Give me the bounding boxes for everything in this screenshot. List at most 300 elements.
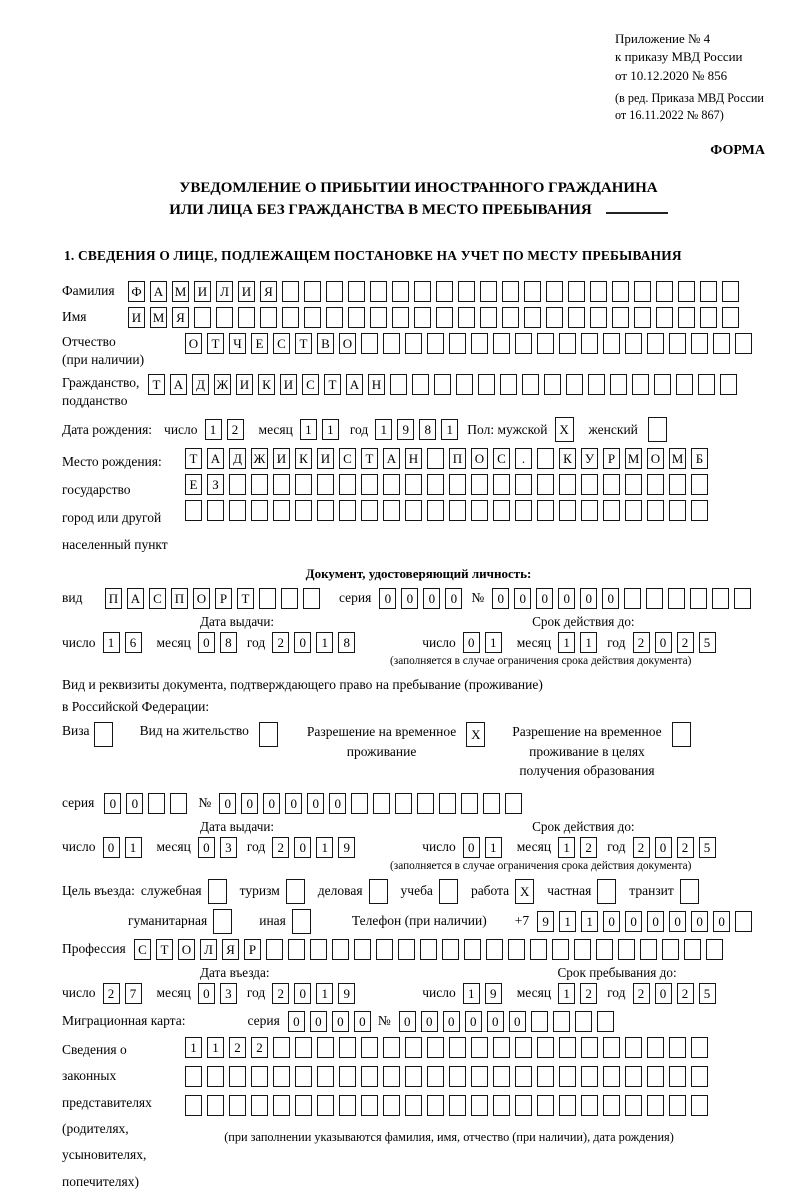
char-cell[interactable]: М	[625, 448, 642, 469]
char-cell[interactable]	[458, 281, 475, 302]
char-cell[interactable]: 0	[655, 632, 672, 653]
char-cell[interactable]: У	[581, 448, 598, 469]
char-cell[interactable]	[574, 939, 591, 960]
temp-permit-checkbox[interactable]	[466, 722, 490, 747]
doc-issue-month[interactable]	[198, 632, 242, 653]
char-cell[interactable]	[493, 500, 510, 521]
char-cell[interactable]	[603, 1037, 620, 1058]
char-cell[interactable]	[471, 500, 488, 521]
char-cell[interactable]: 0	[713, 911, 730, 932]
char-cell[interactable]	[383, 474, 400, 495]
char-cell[interactable]	[207, 1095, 224, 1116]
entry-year[interactable]	[272, 983, 360, 1004]
sex-female-checkbox[interactable]	[648, 417, 672, 442]
char-cell[interactable]	[251, 500, 268, 521]
char-cell[interactable]: И	[317, 448, 334, 469]
char-cell[interactable]	[427, 448, 444, 469]
checkbox-cell[interactable]: X	[515, 879, 534, 904]
checkbox-cell[interactable]	[292, 909, 311, 934]
char-cell[interactable]: А	[207, 448, 224, 469]
checkbox-cell[interactable]	[286, 879, 305, 904]
char-cell[interactable]	[691, 1037, 708, 1058]
char-cell[interactable]: 2	[677, 632, 694, 653]
char-cell[interactable]	[537, 1037, 554, 1058]
char-cell[interactable]	[339, 474, 356, 495]
purpose-study-checkbox[interactable]	[439, 879, 463, 904]
char-cell[interactable]	[436, 281, 453, 302]
char-cell[interactable]	[500, 374, 517, 395]
name-cells[interactable]	[128, 307, 744, 328]
char-cell[interactable]	[461, 793, 478, 814]
char-cell[interactable]: 0	[536, 588, 553, 609]
char-cell[interactable]	[566, 374, 583, 395]
char-cell[interactable]	[603, 333, 620, 354]
char-cell[interactable]: И	[280, 374, 297, 395]
char-cell[interactable]: 1	[558, 837, 575, 858]
birth-day-cells[interactable]	[205, 419, 249, 440]
char-cell[interactable]: С	[339, 448, 356, 469]
char-cell[interactable]: 2	[272, 983, 289, 1004]
char-cell[interactable]	[295, 500, 312, 521]
char-cell[interactable]	[273, 1095, 290, 1116]
char-cell[interactable]: 0	[198, 632, 215, 653]
char-cell[interactable]: 0	[625, 911, 642, 932]
char-cell[interactable]	[691, 474, 708, 495]
char-cell[interactable]	[590, 307, 607, 328]
char-cell[interactable]: 1	[375, 419, 392, 440]
char-cell[interactable]	[449, 333, 466, 354]
purpose-commercial-checkbox[interactable]	[369, 879, 393, 904]
phone-cells[interactable]	[537, 911, 757, 932]
char-cell[interactable]	[170, 793, 187, 814]
char-cell[interactable]	[559, 1066, 576, 1087]
char-cell[interactable]	[383, 333, 400, 354]
char-cell[interactable]: Б	[691, 448, 708, 469]
char-cell[interactable]	[420, 939, 437, 960]
char-cell[interactable]: 0	[647, 911, 664, 932]
char-cell[interactable]	[282, 281, 299, 302]
char-cell[interactable]: Р	[215, 588, 232, 609]
stay-day[interactable]	[463, 983, 507, 1004]
char-cell[interactable]	[427, 1095, 444, 1116]
purpose-transit-checkbox[interactable]	[680, 879, 704, 904]
purpose-humanitarian-checkbox[interactable]	[213, 909, 237, 934]
char-cell[interactable]	[405, 1095, 422, 1116]
char-cell[interactable]	[581, 500, 598, 521]
residence-expiry-day[interactable]	[463, 837, 507, 858]
char-cell[interactable]	[326, 281, 343, 302]
char-cell[interactable]	[568, 307, 585, 328]
char-cell[interactable]	[449, 1037, 466, 1058]
birth-place-cells2[interactable]	[185, 474, 713, 495]
char-cell[interactable]	[544, 374, 561, 395]
char-cell[interactable]: С	[273, 333, 290, 354]
residence-issue-month[interactable]	[198, 837, 242, 858]
char-cell[interactable]: П	[171, 588, 188, 609]
char-cell[interactable]	[678, 307, 695, 328]
char-cell[interactable]	[303, 588, 320, 609]
residence-issue-year[interactable]	[272, 837, 360, 858]
char-cell[interactable]: 0	[423, 588, 440, 609]
char-cell[interactable]	[471, 474, 488, 495]
char-cell[interactable]: 2	[229, 1037, 246, 1058]
char-cell[interactable]	[392, 307, 409, 328]
birth-place-cells1[interactable]	[185, 448, 713, 469]
char-cell[interactable]	[427, 1037, 444, 1058]
char-cell[interactable]: 0	[219, 793, 236, 814]
stay-year[interactable]	[633, 983, 721, 1004]
char-cell[interactable]	[691, 333, 708, 354]
char-cell[interactable]	[669, 1037, 686, 1058]
char-cell[interactable]	[436, 307, 453, 328]
char-cell[interactable]	[618, 939, 635, 960]
char-cell[interactable]: И	[273, 448, 290, 469]
char-cell[interactable]: 0	[354, 1011, 371, 1032]
edu-permit-checkbox[interactable]	[672, 722, 696, 747]
char-cell[interactable]	[251, 1066, 268, 1087]
char-cell[interactable]: 0	[465, 1011, 482, 1032]
purpose-business-checkbox[interactable]	[208, 879, 232, 904]
char-cell[interactable]: И	[238, 281, 255, 302]
char-cell[interactable]: 0	[602, 588, 619, 609]
char-cell[interactable]: 1	[185, 1037, 202, 1058]
char-cell[interactable]: 2	[633, 983, 650, 1004]
sex-male-checkbox[interactable]	[555, 417, 579, 442]
residence-permit-checkbox[interactable]	[259, 722, 283, 747]
char-cell[interactable]: 9	[537, 911, 554, 932]
char-cell[interactable]	[317, 1066, 334, 1087]
profession-cells[interactable]	[134, 939, 728, 960]
birth-place-cells3[interactable]	[185, 500, 713, 521]
char-cell[interactable]: 0	[294, 837, 311, 858]
char-cell[interactable]	[361, 500, 378, 521]
char-cell[interactable]	[597, 1011, 614, 1032]
char-cell[interactable]	[273, 1066, 290, 1087]
char-cell[interactable]	[676, 374, 693, 395]
residence-expiry-month[interactable]	[558, 837, 602, 858]
char-cell[interactable]: 2	[677, 837, 694, 858]
char-cell[interactable]	[480, 281, 497, 302]
patronymic-cells[interactable]	[185, 333, 757, 354]
char-cell[interactable]: О	[471, 448, 488, 469]
checkbox-cell[interactable]	[94, 722, 113, 747]
char-cell[interactable]: 0	[104, 793, 121, 814]
char-cell[interactable]	[317, 474, 334, 495]
char-cell[interactable]	[522, 374, 539, 395]
char-cell[interactable]	[295, 1066, 312, 1087]
char-cell[interactable]	[537, 500, 554, 521]
char-cell[interactable]: 0	[399, 1011, 416, 1032]
char-cell[interactable]	[603, 500, 620, 521]
char-cell[interactable]	[581, 474, 598, 495]
char-cell[interactable]: 0	[294, 632, 311, 653]
char-cell[interactable]: М	[172, 281, 189, 302]
char-cell[interactable]	[449, 1066, 466, 1087]
char-cell[interactable]: 0	[558, 588, 575, 609]
char-cell[interactable]	[412, 374, 429, 395]
char-cell[interactable]	[207, 500, 224, 521]
char-cell[interactable]: 1	[558, 983, 575, 1004]
doc-expiry-month[interactable]	[558, 632, 602, 653]
char-cell[interactable]: 0	[492, 588, 509, 609]
char-cell[interactable]	[194, 307, 211, 328]
char-cell[interactable]	[515, 1037, 532, 1058]
char-cell[interactable]: 0	[655, 837, 672, 858]
char-cell[interactable]: 0	[263, 793, 280, 814]
char-cell[interactable]	[493, 1095, 510, 1116]
char-cell[interactable]: 8	[419, 419, 436, 440]
char-cell[interactable]: 0	[421, 1011, 438, 1032]
char-cell[interactable]	[332, 939, 349, 960]
char-cell[interactable]	[559, 474, 576, 495]
char-cell[interactable]	[662, 939, 679, 960]
char-cell[interactable]	[370, 307, 387, 328]
char-cell[interactable]	[439, 793, 456, 814]
char-cell[interactable]	[310, 939, 327, 960]
char-cell[interactable]: 0	[463, 837, 480, 858]
char-cell[interactable]	[383, 1037, 400, 1058]
char-cell[interactable]	[625, 333, 642, 354]
char-cell[interactable]: 0	[487, 1011, 504, 1032]
char-cell[interactable]	[405, 1066, 422, 1087]
checkbox-cell[interactable]	[672, 722, 691, 747]
char-cell[interactable]: 1	[441, 419, 458, 440]
char-cell[interactable]	[493, 333, 510, 354]
char-cell[interactable]	[405, 1037, 422, 1058]
residence-expiry-year[interactable]	[633, 837, 721, 858]
char-cell[interactable]	[647, 1095, 664, 1116]
char-cell[interactable]: И	[128, 307, 145, 328]
char-cell[interactable]: 0	[669, 911, 686, 932]
char-cell[interactable]: Я	[172, 307, 189, 328]
char-cell[interactable]: С	[149, 588, 166, 609]
char-cell[interactable]	[456, 374, 473, 395]
char-cell[interactable]	[207, 1066, 224, 1087]
char-cell[interactable]	[251, 474, 268, 495]
char-cell[interactable]	[553, 1011, 570, 1032]
char-cell[interactable]: Т	[237, 588, 254, 609]
char-cell[interactable]	[273, 474, 290, 495]
checkbox-cell[interactable]: X	[555, 417, 574, 442]
char-cell[interactable]	[304, 281, 321, 302]
char-cell[interactable]: И	[194, 281, 211, 302]
residence-series-cells[interactable]	[104, 793, 192, 814]
char-cell[interactable]	[669, 1066, 686, 1087]
char-cell[interactable]	[339, 1037, 356, 1058]
char-cell[interactable]: 8	[220, 632, 237, 653]
char-cell[interactable]	[559, 333, 576, 354]
char-cell[interactable]	[185, 1066, 202, 1087]
char-cell[interactable]	[427, 333, 444, 354]
residence-number-cells[interactable]	[219, 793, 527, 814]
char-cell[interactable]	[603, 474, 620, 495]
char-cell[interactable]: О	[185, 333, 202, 354]
char-cell[interactable]: 1	[205, 419, 222, 440]
char-cell[interactable]: 1	[316, 983, 333, 1004]
char-cell[interactable]: 5	[699, 632, 716, 653]
doc-issue-year[interactable]	[272, 632, 360, 653]
char-cell[interactable]: .	[515, 448, 532, 469]
char-cell[interactable]	[552, 939, 569, 960]
char-cell[interactable]: 2	[251, 1037, 268, 1058]
purpose-work-checkbox[interactable]	[515, 879, 539, 904]
char-cell[interactable]	[515, 1066, 532, 1087]
doc-issue-day[interactable]	[103, 632, 147, 653]
char-cell[interactable]: Т	[324, 374, 341, 395]
char-cell[interactable]	[656, 307, 673, 328]
char-cell[interactable]	[588, 374, 605, 395]
char-cell[interactable]	[691, 500, 708, 521]
char-cell[interactable]	[684, 939, 701, 960]
char-cell[interactable]	[537, 448, 554, 469]
char-cell[interactable]	[295, 1095, 312, 1116]
char-cell[interactable]	[656, 281, 673, 302]
char-cell[interactable]: 0	[580, 588, 597, 609]
mc-series-cells[interactable]	[288, 1011, 376, 1032]
char-cell[interactable]	[229, 500, 246, 521]
residence-issue-day[interactable]	[103, 837, 147, 858]
citizenship-cells[interactable]	[148, 374, 742, 395]
char-cell[interactable]	[502, 307, 519, 328]
char-cell[interactable]	[524, 281, 541, 302]
char-cell[interactable]: 0	[126, 793, 143, 814]
char-cell[interactable]: 0	[603, 911, 620, 932]
char-cell[interactable]	[559, 500, 576, 521]
char-cell[interactable]	[524, 307, 541, 328]
char-cell[interactable]	[251, 1095, 268, 1116]
char-cell[interactable]	[260, 307, 277, 328]
char-cell[interactable]	[395, 793, 412, 814]
char-cell[interactable]: З	[207, 474, 224, 495]
birth-month-cells[interactable]	[300, 419, 344, 440]
char-cell[interactable]: М	[669, 448, 686, 469]
char-cell[interactable]: 5	[699, 837, 716, 858]
char-cell[interactable]	[669, 474, 686, 495]
char-cell[interactable]: Д	[229, 448, 246, 469]
char-cell[interactable]: Л	[216, 281, 233, 302]
char-cell[interactable]: 1	[125, 837, 142, 858]
char-cell[interactable]	[669, 333, 686, 354]
entry-day[interactable]	[103, 983, 147, 1004]
char-cell[interactable]	[185, 500, 202, 521]
char-cell[interactable]: А	[127, 588, 144, 609]
char-cell[interactable]	[361, 1066, 378, 1087]
char-cell[interactable]: 2	[103, 983, 120, 1004]
purpose-private-checkbox[interactable]	[597, 879, 621, 904]
char-cell[interactable]: 2	[633, 632, 650, 653]
char-cell[interactable]: Р	[244, 939, 261, 960]
char-cell[interactable]	[471, 333, 488, 354]
purpose-tourism-checkbox[interactable]	[286, 879, 310, 904]
checkbox-cell[interactable]	[213, 909, 232, 934]
char-cell[interactable]	[493, 1066, 510, 1087]
char-cell[interactable]: 2	[580, 983, 597, 1004]
char-cell[interactable]	[427, 474, 444, 495]
char-cell[interactable]	[625, 1066, 642, 1087]
char-cell[interactable]	[508, 939, 525, 960]
char-cell[interactable]: Н	[405, 448, 422, 469]
char-cell[interactable]: О	[339, 333, 356, 354]
char-cell[interactable]: К	[258, 374, 275, 395]
char-cell[interactable]: Я	[260, 281, 277, 302]
char-cell[interactable]: В	[317, 333, 334, 354]
char-cell[interactable]	[537, 1095, 554, 1116]
char-cell[interactable]	[713, 333, 730, 354]
char-cell[interactable]: 0	[463, 632, 480, 653]
char-cell[interactable]	[700, 307, 717, 328]
char-cell[interactable]	[712, 588, 729, 609]
char-cell[interactable]	[531, 1011, 548, 1032]
checkbox-cell[interactable]	[439, 879, 458, 904]
checkbox-cell[interactable]	[680, 879, 699, 904]
char-cell[interactable]	[354, 939, 371, 960]
char-cell[interactable]	[295, 1037, 312, 1058]
char-cell[interactable]: К	[559, 448, 576, 469]
char-cell[interactable]: Т	[148, 374, 165, 395]
char-cell[interactable]	[427, 1066, 444, 1087]
char-cell[interactable]	[373, 793, 390, 814]
char-cell[interactable]	[581, 1066, 598, 1087]
char-cell[interactable]: 0	[288, 1011, 305, 1032]
char-cell[interactable]	[390, 374, 407, 395]
char-cell[interactable]: 1	[559, 911, 576, 932]
char-cell[interactable]	[735, 911, 752, 932]
char-cell[interactable]	[317, 1037, 334, 1058]
char-cell[interactable]	[259, 588, 276, 609]
char-cell[interactable]	[458, 307, 475, 328]
char-cell[interactable]	[625, 474, 642, 495]
char-cell[interactable]: 1	[558, 632, 575, 653]
representatives-cells2[interactable]	[185, 1066, 713, 1087]
char-cell[interactable]: Т	[295, 333, 312, 354]
char-cell[interactable]	[229, 474, 246, 495]
char-cell[interactable]: М	[150, 307, 167, 328]
char-cell[interactable]	[383, 500, 400, 521]
char-cell[interactable]	[505, 793, 522, 814]
char-cell[interactable]: 6	[125, 632, 142, 653]
checkbox-cell[interactable]	[369, 879, 388, 904]
char-cell[interactable]: 0	[379, 588, 396, 609]
char-cell[interactable]: Ч	[229, 333, 246, 354]
char-cell[interactable]	[480, 307, 497, 328]
char-cell[interactable]: 1	[316, 837, 333, 858]
char-cell[interactable]	[559, 1037, 576, 1058]
char-cell[interactable]	[348, 281, 365, 302]
char-cell[interactable]	[361, 474, 378, 495]
char-cell[interactable]	[590, 281, 607, 302]
char-cell[interactable]	[603, 1095, 620, 1116]
char-cell[interactable]: 1	[485, 632, 502, 653]
char-cell[interactable]	[304, 307, 321, 328]
char-cell[interactable]	[537, 474, 554, 495]
char-cell[interactable]	[537, 333, 554, 354]
char-cell[interactable]	[383, 1066, 400, 1087]
char-cell[interactable]	[515, 474, 532, 495]
checkbox-cell[interactable]	[597, 879, 616, 904]
char-cell[interactable]	[339, 1066, 356, 1087]
checkbox-cell[interactable]	[208, 879, 227, 904]
char-cell[interactable]	[581, 1037, 598, 1058]
char-cell[interactable]	[515, 333, 532, 354]
char-cell[interactable]: Н	[368, 374, 385, 395]
char-cell[interactable]: 0	[198, 837, 215, 858]
char-cell[interactable]: 1	[300, 419, 317, 440]
char-cell[interactable]: О	[193, 588, 210, 609]
char-cell[interactable]	[654, 374, 671, 395]
char-cell[interactable]: Т	[156, 939, 173, 960]
char-cell[interactable]: 2	[272, 632, 289, 653]
char-cell[interactable]	[634, 307, 651, 328]
